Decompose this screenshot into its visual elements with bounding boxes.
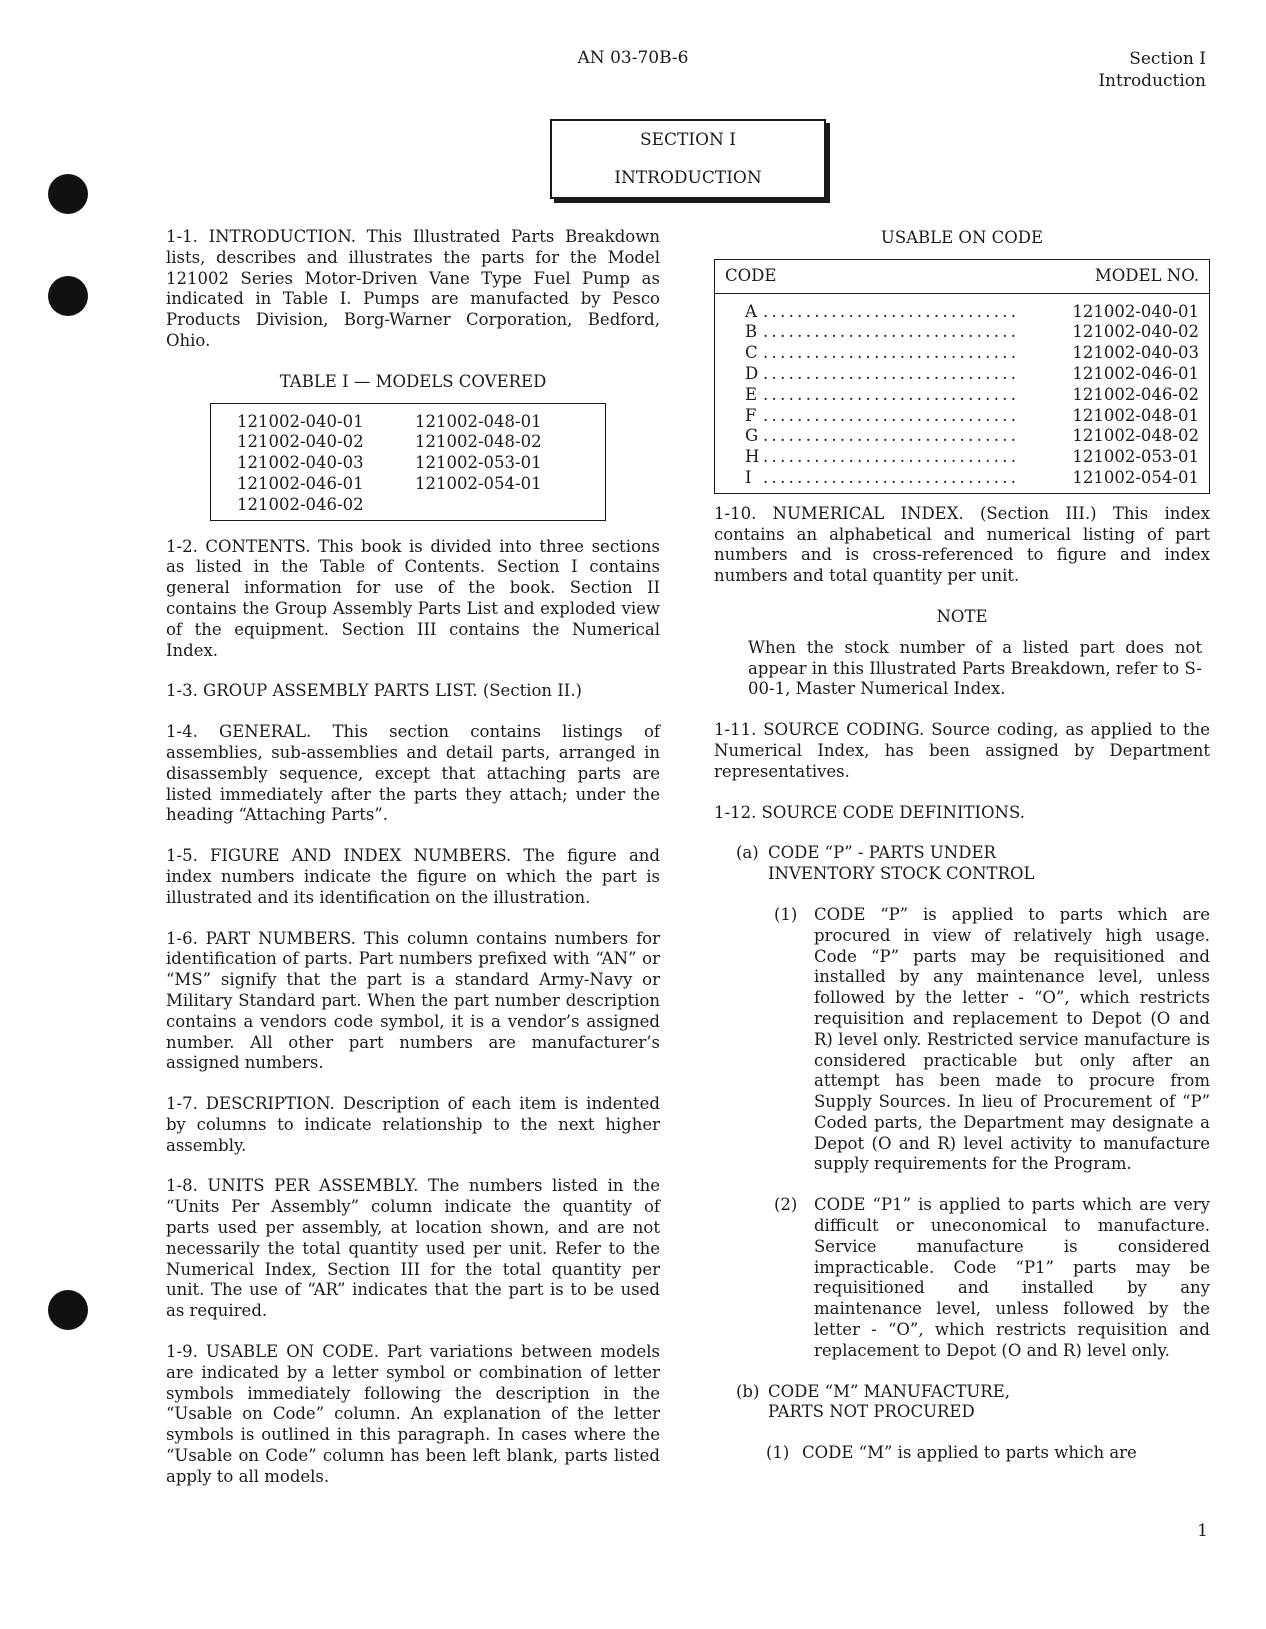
paragraph-1-9: 1-9. USABLE ON CODE. Part variations between models are indicated by a letter symbol or combination of letter symbols immediately following the description in the “Usable on Code” column. An explanation of the letter symbols is outlined in this paragraph. In cases where the “Usable on Code” column has been left blank, parts listed apply to all models. bbox=[166, 1342, 660, 1486]
leader-dots: .............................. bbox=[763, 426, 1020, 446]
usable-code-row bbox=[745, 322, 1199, 343]
usable-model-number: 121002-040-01 bbox=[1072, 301, 1199, 321]
usable-col-model: MODEL NO. bbox=[1094, 265, 1199, 285]
paragraph-1-3: 1-3. GROUP ASSEMBLY PARTS LIST. (Section II.) bbox=[166, 681, 582, 701]
item-a1-label: (1) bbox=[774, 904, 798, 924]
paragraph-1-12: 1-12. SOURCE CODE DEFINITIONS. bbox=[714, 802, 1025, 822]
leader-dots: .............................. bbox=[763, 322, 1020, 342]
usable-on-code-title: USABLE ON CODE bbox=[880, 228, 1044, 247]
item-a2 bbox=[774, 1195, 1210, 1361]
binder-hole-middle bbox=[48, 276, 88, 316]
model-cell: 121002-046-02 bbox=[237, 494, 364, 514]
model-cell: 121002-040-01 bbox=[237, 411, 364, 431]
left-column bbox=[166, 227, 660, 1508]
running-header-section: Section I bbox=[1129, 49, 1206, 69]
item-b1 bbox=[766, 1443, 1210, 1464]
usable-model-number: 121002-040-02 bbox=[1072, 322, 1199, 342]
usable-model-number: 121002-054-01 bbox=[1072, 467, 1199, 487]
binder-hole-top bbox=[48, 174, 88, 214]
usable-code-row bbox=[745, 468, 1199, 489]
usable-model-number: 121002-040-03 bbox=[1072, 343, 1199, 363]
usable-code-letter: E bbox=[745, 384, 758, 404]
right-column bbox=[714, 228, 1210, 1464]
usable-model-number: 121002-046-02 bbox=[1072, 384, 1199, 404]
section-title-number: SECTION I bbox=[639, 130, 737, 150]
paragraph-1-10: 1-10. NUMERICAL INDEX. (Section III.) This index contains an alphabetical and numerical listing of part numbers and is cross-referenced to figure and index numbers and total quantity per unit. bbox=[714, 503, 1210, 586]
model-cell: 121002-046-01 bbox=[237, 473, 364, 493]
model-cell bbox=[415, 495, 593, 516]
section-title-name: INTRODUCTION bbox=[614, 168, 762, 188]
paragraph-1-4: 1-4. GENERAL. This section contains listings of assemblies, sub-assemblies and detail parts, arranged in disassembly sequence, except that attaching parts are listed immediately after the parts they attach; under the heading “Attaching Parts”. bbox=[166, 722, 660, 825]
leader-dots: .............................. bbox=[763, 343, 1020, 363]
running-header bbox=[1098, 48, 1206, 92]
leader-dots: .............................. bbox=[763, 301, 1020, 321]
model-cell: 121002-054-01 bbox=[415, 473, 542, 493]
model-cell: 121002-048-02 bbox=[415, 432, 542, 452]
item-a bbox=[736, 843, 1210, 885]
usable-code-row bbox=[745, 447, 1199, 468]
paragraph-1-8: 1-8. UNITS PER ASSEMBLY. The numbers listed in the “Units Per Assembly” column indicate the quantity of parts used per assembly, at location shown, and are not necessarily the total quantity used per unit. Refer to the Numerical Index, Section III for the total quantity per unit. The use of “AR” indicates that the part is to be used as required. bbox=[166, 1176, 660, 1321]
usable-code-row bbox=[745, 426, 1199, 447]
paragraph-1-6: 1-6. PART NUMBERS. This column contains numbers for identification of parts. Part numbers prefixed with “AN” or “MS” signify that the part is a standard Army-Navy or Military Standard part. When the part number description contains a vendors code symbol, it is a vendor’s assigned number. All other part numbers are manufacturer’s assigned numbers. bbox=[166, 928, 660, 1073]
leader-dots: .............................. bbox=[763, 405, 1020, 425]
binder-hole-bottom bbox=[48, 1290, 88, 1330]
usable-code-letter: B bbox=[745, 322, 758, 342]
item-b bbox=[736, 1382, 1210, 1424]
paragraph-1-7: 1-7. DESCRIPTION. Description of each item is indented by columns to indicate relationship to the next higher assembly. bbox=[166, 1094, 660, 1155]
paragraph-1-5: 1-5. FIGURE AND INDEX NUMBERS. The figure and index numbers indicate the figure on which the part is illustrated and its identification on the illustration. bbox=[166, 846, 660, 907]
usable-model-number: 121002-048-01 bbox=[1072, 405, 1199, 425]
item-b1-label: (1) bbox=[766, 1443, 790, 1463]
page-number: 1 bbox=[1197, 1521, 1208, 1541]
paragraph-1-11: 1-11. SOURCE CODING. Source coding, as applied to the Numerical Index, has been assigned by Department representatives. bbox=[714, 720, 1210, 781]
paragraph-1-2: 1-2. CONTENTS. This book is divided into three sections as listed in the Table of Contents. Section I contains general information for use of the book. Section II contains the Group Assembly Parts List and exploded view of the equipment. Section III contains the Numerical Index. bbox=[166, 536, 660, 660]
paragraph-1-1: 1-1. INTRODUCTION. This Illustrated Parts Breakdown lists, describes and illustrates the parts for the Model 121002 Series Motor-Driven Vane Type Fuel Pump as indicated in Table I. Pumps are manufacted by Pesco Products Division, Borg-Warner Corporation, Bedford, Ohio. bbox=[166, 227, 660, 350]
item-a2-label: (2) bbox=[774, 1195, 798, 1215]
usable-code-letter: I bbox=[745, 467, 752, 487]
usable-code-letter: H bbox=[745, 447, 760, 467]
usable-code-letter: C bbox=[745, 343, 758, 363]
usable-code-row bbox=[745, 364, 1199, 385]
usable-code-row bbox=[745, 302, 1199, 323]
usable-code-row bbox=[745, 406, 1199, 427]
model-cell: 121002-040-03 bbox=[237, 453, 364, 473]
item-a2-text: CODE “P1” is applied to parts which are very difficult or uneconomical to manufacture. Service manufacture is considered impracticable. Code “P1” parts may be requisitioned and installed by any maintenance level, unless followed by the letter - “O”, which restricts requisition and replacement to Depot (O and R) level only. bbox=[814, 1195, 1210, 1360]
running-header-title: Introduction bbox=[1098, 71, 1206, 91]
item-b-text: CODE “M” MANUFACTURE, PARTS NOT PROCURED bbox=[768, 1381, 1011, 1422]
leader-dots: .............................. bbox=[763, 384, 1020, 404]
item-a-text: CODE “P” - PARTS UNDER INVENTORY STOCK CONTROL bbox=[768, 843, 1035, 884]
model-cell: 121002-048-01 bbox=[415, 411, 542, 431]
usable-model-number: 121002-048-02 bbox=[1072, 426, 1199, 446]
usable-code-letter: A bbox=[745, 301, 757, 321]
item-a1 bbox=[774, 905, 1210, 1175]
model-cell: 121002-040-02 bbox=[237, 432, 364, 452]
usable-code-letter: F bbox=[745, 405, 757, 425]
item-b-label: (b) bbox=[736, 1381, 760, 1401]
leader-dots: .............................. bbox=[763, 447, 1020, 467]
note-text: When the stock number of a listed part does not appear in this Illustrated Parts Breakdown, refer to S-00-1, Master Numerical Index. bbox=[748, 637, 1202, 699]
usable-code-row bbox=[745, 343, 1199, 364]
usable-model-number: 121002-046-01 bbox=[1072, 363, 1199, 383]
item-a1-text: CODE “P” is applied to parts which are procured in view of relatively high usage. Code “P” parts may be requisitioned and installed by any maintenance level, unless followed by the letter - “O”, which restricts requisition and replacement to Depot (O and R) level only. Restricted service manufacture is considered practicable but only after an attempt has been made to procure from Supply Sources. In lieu of Procurement of “P” Coded parts, the Department may designate a Depot (O and R) level activity to manufacture supply requirements for the Program. bbox=[814, 904, 1210, 1174]
model-cell: 121002-053-01 bbox=[415, 453, 542, 473]
usable-table-body bbox=[715, 294, 1209, 493]
usable-table-header bbox=[715, 260, 1209, 294]
usable-code-row bbox=[745, 385, 1199, 406]
leader-dots: .............................. bbox=[763, 363, 1020, 383]
document-number: AN 03-70B-6 bbox=[577, 48, 689, 68]
usable-col-code: CODE bbox=[725, 265, 777, 285]
models-covered-table bbox=[210, 403, 606, 521]
usable-on-code-table bbox=[714, 259, 1210, 494]
leader-dots: .............................. bbox=[763, 467, 1020, 487]
usable-model-number: 121002-053-01 bbox=[1072, 447, 1199, 467]
usable-code-letter: D bbox=[745, 363, 759, 383]
section-title-box bbox=[550, 119, 826, 199]
item-a-label: (a) bbox=[736, 843, 759, 863]
note-title: NOTE bbox=[936, 606, 988, 626]
usable-code-letter: G bbox=[745, 426, 759, 446]
item-b1-text: CODE “M” is applied to parts which are bbox=[802, 1443, 1137, 1463]
table1-title: TABLE I — MODELS COVERED bbox=[279, 371, 547, 391]
